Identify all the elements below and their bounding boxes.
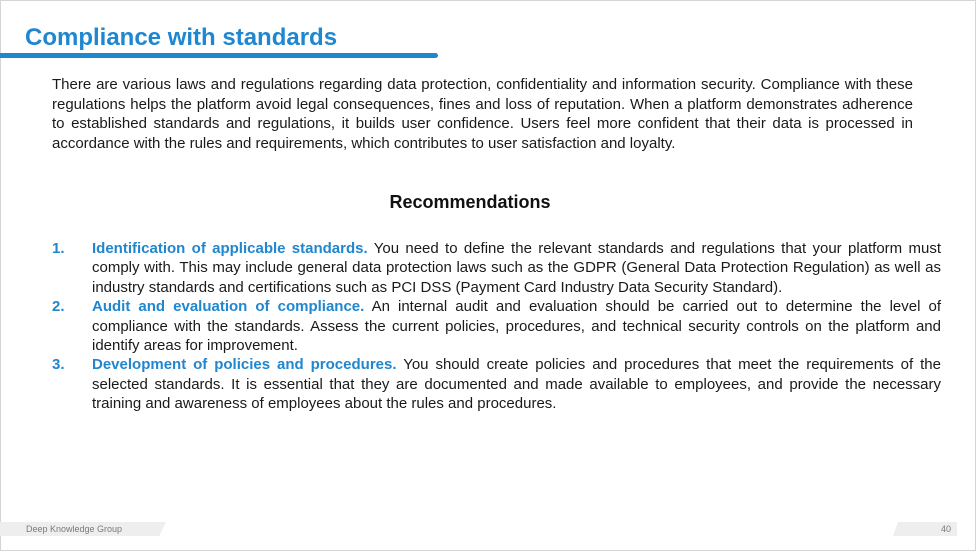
- recommendations-heading: Recommendations: [389, 192, 551, 212]
- recommendation-text: An internal audit and evaluation should be carried out to determine the level of compliance with the standards. Assess the current policies, procedures, and technical security controls on the platform and identify areas for improvement.: [92, 298, 942, 355]
- recommendation-number: 2.: [52, 298, 65, 316]
- slide-title: Compliance with standards: [25, 24, 338, 51]
- footer-page-number: 40: [940, 524, 951, 534]
- recommendation-title: Identification of applicable standards.: [92, 240, 368, 257]
- recommendation-number: 1.: [52, 240, 65, 257]
- footer-company-name: Deep Knowledge Group: [26, 524, 123, 534]
- recommendation-item: [52, 239, 941, 297]
- recommendation-text: You should create policies and procedures that meet the requirements of the selected standards. It is essential that they are documented and made available to employees, and provide the necessary training and awareness of employees about the rules and procedures.: [92, 356, 941, 413]
- recommendation-item: [52, 355, 941, 413]
- recommendations-list: [52, 239, 941, 414]
- recommendation-number: 3.: [52, 356, 65, 374]
- recommendation-title: Development of policies and procedures.: [92, 356, 397, 374]
- title-underline: [0, 53, 438, 58]
- recommendation-title: Audit and evaluation of compliance.: [92, 298, 365, 316]
- intro-paragraph: There are various laws and regulations regarding data protection, confidentiality and information security. Compliance with these regulations helps the platform avoid legal consequences, fines and loss of reputation. When a platform demonstrates adherence to established standards and regulations, it builds user confidence. Users feel more confident that their data is processed in accordance with the rules and requirements, which contributes to user satisfaction and loyalty.: [52, 76, 913, 152]
- recommendation-item: [52, 297, 941, 355]
- recommendation-text: You need to define the relevant standards and regulations that your platform must comply with. This may include general data protection laws such as the GDPR (General Data Protection Regulation) as well as industry standards and certifications such as PCI DSS (Payment Card Industry Data Security Standard).: [92, 240, 941, 296]
